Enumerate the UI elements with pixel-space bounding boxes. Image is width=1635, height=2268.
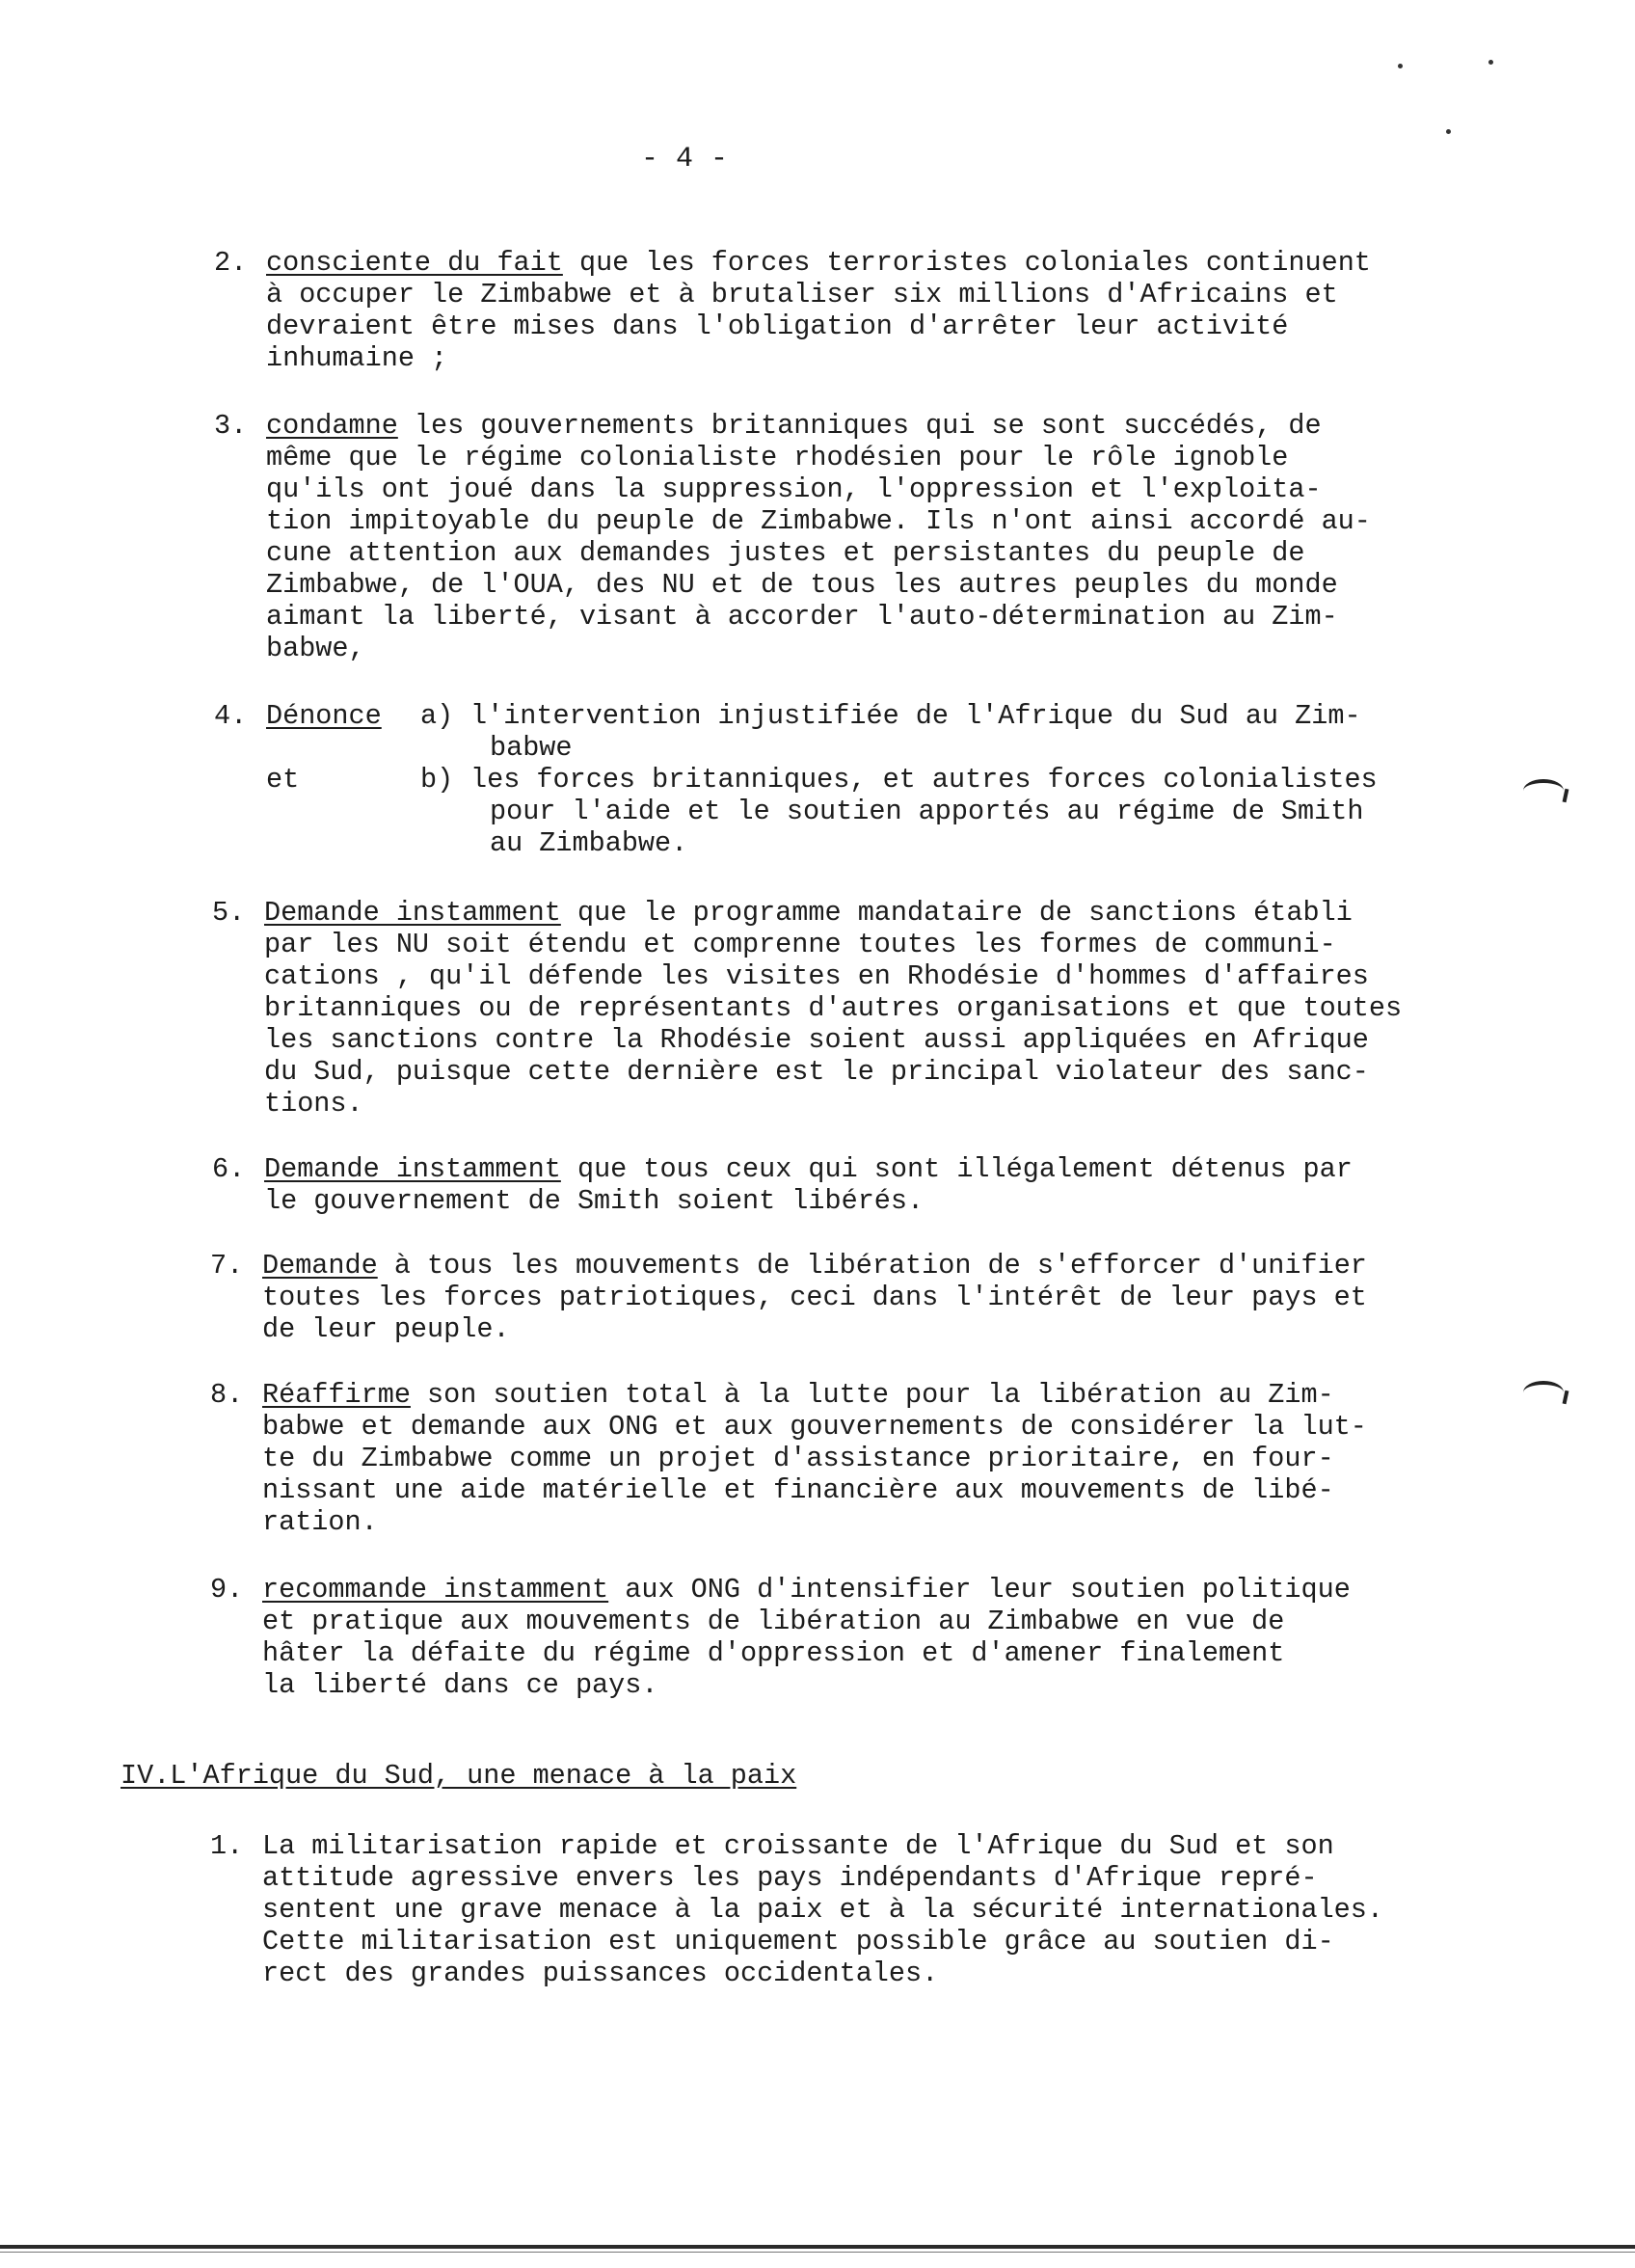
item-line: cations , qu'il défende les visites en Rhodésie d'hommes d'affaires [264,960,1369,992]
scan-speck [1446,129,1451,134]
scan-speck [1488,60,1493,65]
item-body [262,1574,1351,1701]
item-number: 2. [214,247,248,279]
item-line: à occuper le Zimbabwe et à brutaliser six millions d'Africains et [266,279,1338,310]
item-keyword: condamne [266,410,398,442]
item-number: 3. [214,410,248,442]
item-line: les forces britanniques, et autres forces colonialistes [470,764,1378,796]
item-line: toutes les forces patriotiques, ceci dans l'intérêt de leur pays et [262,1282,1367,1313]
item-line: que les forces terroristes coloniales continuent [562,247,1371,279]
item-line: son soutien total à la lutte pour la libération au Zim- [410,1379,1334,1411]
sub-label-b: b) [420,764,454,796]
item-line: inhumaine ; [266,342,448,374]
item-body [266,247,1371,374]
item-line: aimant la liberté, visant à accorder l'auto-détermination au Zim- [266,601,1338,633]
item-keyword: Réaffirme [262,1379,411,1411]
item-line: babwe et demande aux ONG et aux gouvernements de considérer la lut- [262,1411,1367,1443]
item-line: cune attention aux demandes justes et persistantes du peuple de [266,537,1305,569]
item-line: Cette militarisation est uniquement possible grâce au soutien di- [262,1926,1334,1958]
item-line: le gouvernement de Smith soient libérés. [264,1185,925,1217]
item-body [262,1379,1367,1538]
item-line: La militarisation rapide et croissante de l'Afrique du Sud et son [262,1830,1334,1862]
page-bottom-edge [0,2252,1635,2253]
item-body [262,1830,1383,1989]
item-keyword: Demande instamment [264,1153,561,1185]
item-line: les gouvernements britanniques qui se sont succédés, de [397,410,1322,442]
conjunction: et [266,764,300,796]
item-line: hâter la défaite du régime d'oppression et d'amener finalement [262,1637,1285,1669]
item-line: sentent une grave menace à la paix et à la sécurité internationales. [262,1894,1383,1926]
item-body [264,897,1402,1120]
item-line: à tous les mouvements de libération de s'efforcer d'unifier [377,1250,1367,1282]
item-line: que tous ceux qui sont illégalement détenus par [560,1153,1353,1185]
item-keyword: Demande instamment [264,897,561,929]
item-line: et pratique aux mouvements de libération au Zimbabwe en vue de [262,1606,1285,1637]
item-number: 7. [210,1250,244,1282]
item-line: attitude agressive envers les pays indépendants d'Afrique repré- [262,1862,1318,1894]
item-keyword: recommande instamment [262,1574,609,1606]
item-line: tion impitoyable du peuple de Zimbabwe. Ils n'ont ainsi accordé au- [266,505,1371,537]
item-line: par les NU soit étendu et comprenne toutes les formes de communi- [264,929,1336,960]
sub-item-a [470,700,1361,764]
item-keyword: Dénonce [266,700,382,732]
item-line: babwe, [266,633,365,664]
item-line: la liberté dans ce pays. [262,1669,658,1701]
section-heading: IV.L'Afrique du Sud, une menace à la paix [121,1760,797,1792]
item-line: Zimbabwe, de l'OUA, des NU et de tous les autres peuples du monde [266,569,1338,601]
item-line: que le programme mandataire de sanctions établi [560,897,1353,929]
item-line: de leur peuple. [262,1313,510,1345]
page-bottom-edge [0,2245,1635,2249]
sub-item-b [470,764,1378,859]
item-line: au Zimbabwe. [490,827,688,859]
item-number: 8. [210,1379,244,1411]
item-number: 5. [212,897,246,929]
margin-mark [1523,779,1564,802]
item-line: l'intervention injustifiée de l'Afrique du Sud au Zim- [470,700,1361,732]
item-line: du Sud, puisque cette dernière est le principal violateur des sanc- [264,1056,1369,1088]
item-line: tions. [264,1088,363,1120]
item-line: qu'ils ont joué dans la suppression, l'oppression et l'exploita- [266,473,1322,505]
item-body [266,410,1371,664]
item-line: les sanctions contre la Rhodésie soient aussi appliquées en Afrique [264,1024,1369,1056]
item-keyword: Demande [262,1250,378,1282]
resolution-item [214,700,1467,864]
scan-speck [1398,64,1403,68]
item-line: britanniques ou de représentants d'autres organisations et que toutes [264,992,1403,1024]
page-number: - 4 - [640,143,728,176]
sub-label-a: a) [420,700,454,732]
item-body [262,1250,1367,1345]
item-line: même que le régime colonialiste rhodésien pour le rôle ignoble [266,442,1289,473]
item-line: rect des grandes puissances occidentales. [262,1958,939,1989]
item-line: babwe [490,732,573,764]
item-line: devraient être mises dans l'obligation d'arrêter leur activité [266,310,1289,342]
item-line: te du Zimbabwe comme un projet d'assistance prioritaire, en four- [262,1443,1334,1474]
margin-mark [1523,1381,1564,1404]
item-line: nissant une aide matérielle et financière aux mouvements de libé- [262,1474,1334,1506]
item-line: pour l'aide et le soutien apportés au régime de Smith [490,796,1364,827]
item-body [264,1153,1353,1217]
item-line: ration. [262,1506,378,1538]
item-keyword: consciente du fait [266,247,563,279]
item-number: 1. [210,1830,244,1862]
item-line: aux ONG d'intensifier leur soutien politique [608,1574,1351,1606]
item-number: 6. [212,1153,246,1185]
item-number: 4. [214,700,248,732]
item-number: 9. [210,1574,244,1606]
